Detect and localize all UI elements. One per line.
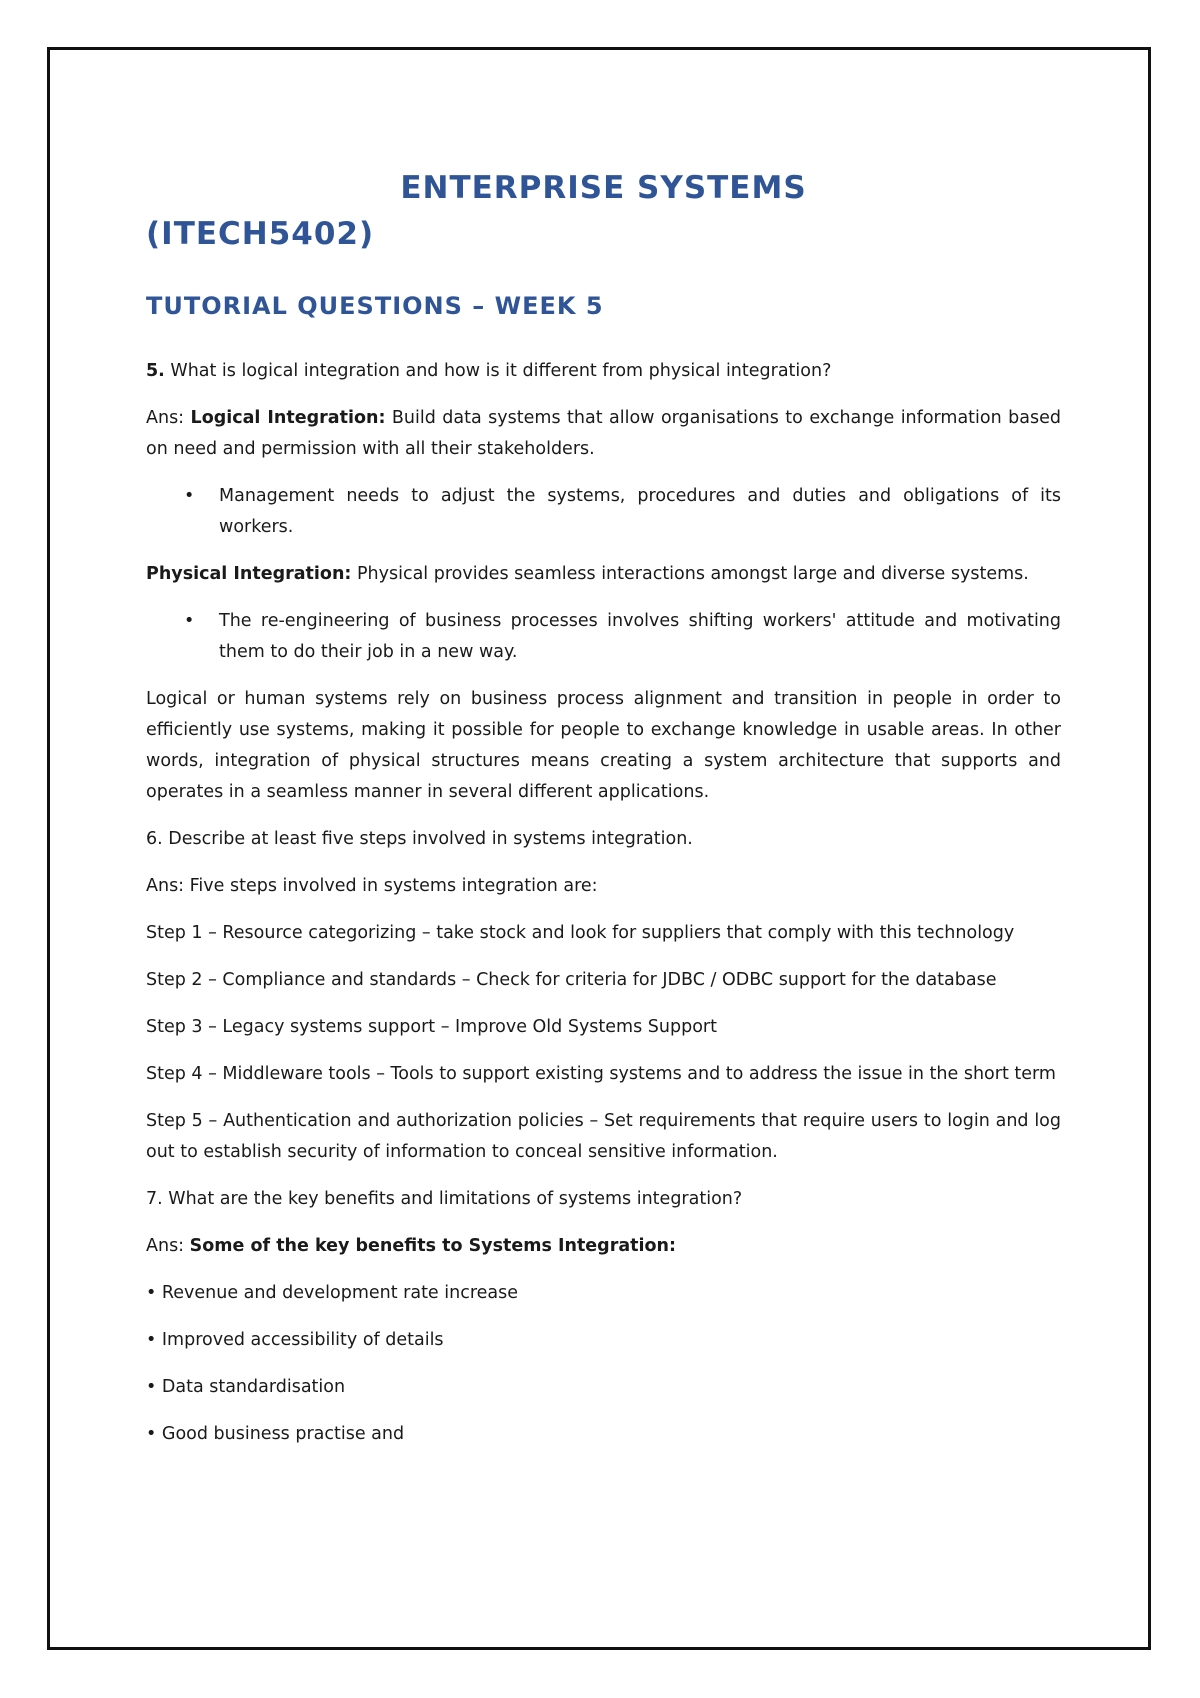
step-item: Step 5 – Authentication and authorization policies – Set requirements that require users to login and log out to establish security of information to conceal sensitive information. [146,1111,1061,1162]
question-text: What are the key benefits and limitations of systems integration? [162,1189,743,1209]
benefits-heading: Some of the key benefits to Systems Integration: [189,1236,676,1256]
question-7 [146,1184,1061,1215]
document-title: ENTERPRISE SYSTEMS [400,170,807,206]
question-text: What is logical integration and how is it different from physical integration? [164,361,832,381]
logical-integration-text: Build data systems that allow organisations to exchange information based on need and permission with all their stakeholders. [146,408,1061,459]
benefit-item: • Good business practise and [146,1424,405,1444]
answer-steps-intro: Ans: Five steps involved in systems integration are: [146,876,598,896]
bullet-icon: • [184,486,195,506]
step-item: Step 3 – Legacy systems support – Improve Old Systems Support [146,1017,717,1037]
question-6 [146,824,1061,855]
question-5 [146,356,1061,387]
bullet-icon: • [184,611,195,631]
physical-integration-text: Physical provides seamless interactions amongst large and diverse systems. [351,564,1029,584]
question-number: 7. [146,1189,163,1209]
bullet-text: The re-engineering of business processes involves shifting workers' attitude and motivating them to do their job in a new way. [219,611,1061,662]
step-item: Step 4 – Middleware tools – Tools to support existing systems and to address the issue in the short term [146,1064,1056,1084]
bullet-item [146,481,1061,543]
answer-prefix: Ans: [146,408,191,428]
bullet-item [146,606,1061,668]
benefit-item: • Improved accessibility of details [146,1330,444,1350]
document-subtitle: TUTORIAL QUESTIONS – WEEK 5 [146,292,604,320]
answer-logical-integration [146,403,1061,465]
document-content [146,168,1061,1450]
course-code: (ITECH5402) [146,216,375,252]
summary-paragraph: Logical or human systems rely on business process alignment and transition in people in order to efficiently use systems, making it possible for people to exchange knowledge in usable areas. In other words, integration of physical structures means creating a system architecture that supports and operates in a seamless manner in several different applications. [146,689,1061,802]
physical-integration-label: Physical Integration: [146,564,352,584]
answer-benefits-heading [146,1231,1061,1262]
answer-prefix: Ans: [146,1236,190,1256]
step-item: Step 2 – Compliance and standards – Check for criteria for JDBC / ODBC support for the database [146,970,997,990]
benefit-item: • Revenue and development rate increase [146,1283,519,1303]
question-number: 6. [146,829,163,849]
bullet-text: Management needs to adjust the systems, procedures and duties and obligations of its workers. [219,486,1061,537]
answer-physical-integration [146,559,1061,590]
question-text: Describe at least five steps involved in systems integration. [162,829,693,849]
benefit-item: • Data standardisation [146,1377,346,1397]
question-number: 5. [146,361,165,381]
step-item: Step 1 – Resource categorizing – take stock and look for suppliers that comply with this technology [146,923,1015,943]
logical-integration-label: Logical Integration: [190,408,386,428]
